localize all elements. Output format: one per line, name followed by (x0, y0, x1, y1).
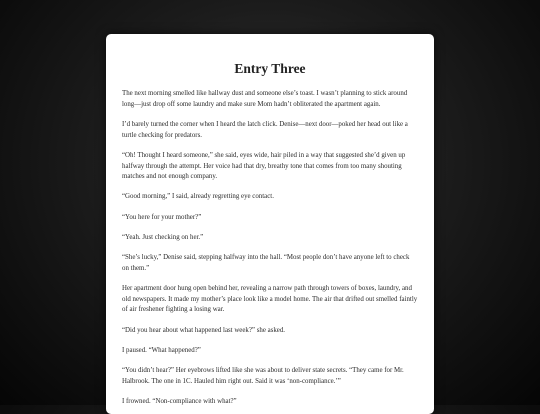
paragraph: “Oh! Thought I heard someone,” she said, eyes wide, hair piled in a way that suggested she’d given up halfway through the attempt. Her voice had that dry, breathy tone that comes from too many shouting matches and not enough company. (122, 151, 406, 181)
paragraph: I paused. “What happened?” (122, 346, 201, 354)
paragraph: Her apartment door hung open behind her, revealing a narrow path through towers of boxes, laundry, and old newspapers. It made my mother’s place look like a model home. The air that drifted out smelled faintly of air freshener fighting a losing war. (122, 284, 418, 314)
document-page (106, 34, 434, 414)
entry-content (106, 61, 434, 408)
paragraph: “You here for your mother?” (122, 213, 202, 221)
paragraph: I’d barely turned the corner when I heard the latch click. Denise—next door—poked her head out like a turtle checking for predators. (122, 120, 408, 139)
paragraph: I frowned. “Non-compliance with what?” (122, 397, 237, 405)
paragraph: “Good morning,” I said, already regretting eye contact. (122, 193, 274, 201)
paragraph: “She’s lucky,” Denise said, stepping halfway into the hall. “Most people don’t have anyone left to check on them.” (122, 254, 410, 272)
paragraph: The next morning smelled like hallway dust and someone else’s toast. I wasn’t planning to stick around long—just drop off some laundry and make sure Mom hadn’t obliterated the apartment again. (122, 90, 408, 108)
paragraph: “Did you hear about what happened last week?” she asked. (122, 326, 286, 334)
entry-title: Entry Three (234, 61, 306, 76)
paragraph: “Yeah. Just checking on her.” (122, 233, 204, 241)
paragraph: “You didn’t hear?” Her eyebrows lifted like she was about to deliver state secrets. “They came for Mr. Halbrook. The one in 1C. Hauled him right out. Said it was ‘non-compliance.’” (122, 366, 404, 385)
